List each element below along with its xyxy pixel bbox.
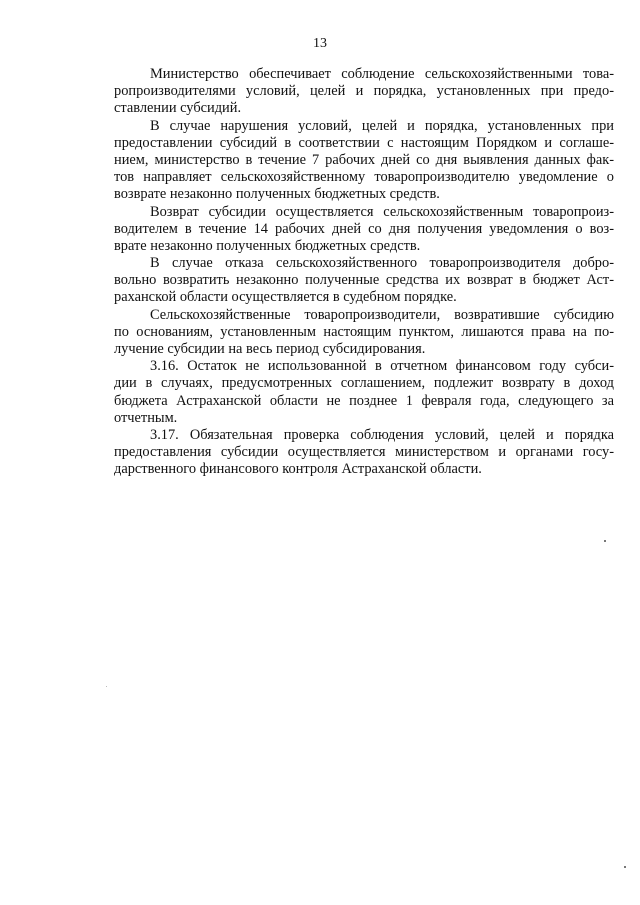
text-line: Возврат субсидии осуществляется сельскохозяйственным товаропроиз-	[150, 203, 614, 220]
text-line: бюджета Астраханской области не позднее 1 февраля года, следующего за	[114, 392, 614, 409]
text-line: предоставления субсидии осуществляется министерством и органами госу-	[114, 444, 614, 461]
text-line: Сельскохозяйственные товаропроизводители, возвратившие субсидию	[150, 306, 614, 323]
paragraph-loss-of-right	[114, 307, 614, 359]
text-line: В случае нарушения условий, целей и порядка, установленных при	[150, 117, 614, 134]
text-line: ропроизводителями условий, целей и порядка, установленных при предо-	[114, 83, 614, 100]
text-line: водителем в течение 14 рабочих дней со дня получения уведомления о воз-	[114, 220, 614, 237]
text-line: 3.16. Остаток не использованной в отчетном финансовом году субси-	[150, 358, 614, 375]
text-line: дарственного финансового контроля Астраханской области.	[114, 461, 482, 478]
scan-speck	[106, 686, 107, 687]
text-line: возврате незаконно полученных бюджетных средств.	[114, 186, 440, 203]
text-line: предоставлении субсидий в соответствии с настоящим Порядком и соглаше-	[114, 134, 614, 151]
paragraph-ministry-compliance	[114, 66, 614, 118]
paragraph-refund-deadline	[114, 204, 614, 256]
text-line: Министерство обеспечивает соблюдение сельскохозяйственными това-	[150, 66, 614, 82]
text-line: дии в случаях, предусмотренных соглашением, подлежит возврату в доход	[114, 375, 614, 392]
text-line: отчетным.	[114, 409, 178, 426]
text-line: врате незаконно полученных бюджетных средств.	[114, 237, 421, 254]
scan-speck	[624, 866, 626, 868]
paragraph-refusal-court	[114, 255, 614, 307]
text-line: по основаниям, установленным настоящим пунктом, лишаются права на по-	[114, 323, 614, 340]
scan-speck	[604, 540, 606, 542]
paragraph-section-3-17	[114, 427, 614, 479]
paragraph-section-3-16	[114, 358, 614, 427]
page-number: 13	[313, 36, 327, 51]
text-line: лучение субсидии на весь период субсидирования.	[114, 341, 426, 357]
text-line: нием, министерство в течение 7 рабочих дней со дня выявления данных фак-	[114, 151, 614, 168]
text-line: вольно возвратить незаконно полученные средства их возврат в бюджет Аст-	[114, 272, 614, 289]
text-line: раханской области осуществляется в судебном порядке.	[114, 289, 457, 306]
text-line: 3.17. Обязательная проверка соблюдения условий, целей и порядка	[150, 426, 614, 443]
text-line: ставлении субсидий.	[114, 100, 242, 117]
paragraph-violation-notice	[114, 118, 614, 204]
text-line: тов направляет сельскохозяйственному товаропроизводителю уведомление о	[114, 169, 614, 186]
text-line: В случае отказа сельскохозяйственного товаропроизводителя добро-	[150, 255, 614, 272]
document-body	[114, 66, 614, 479]
